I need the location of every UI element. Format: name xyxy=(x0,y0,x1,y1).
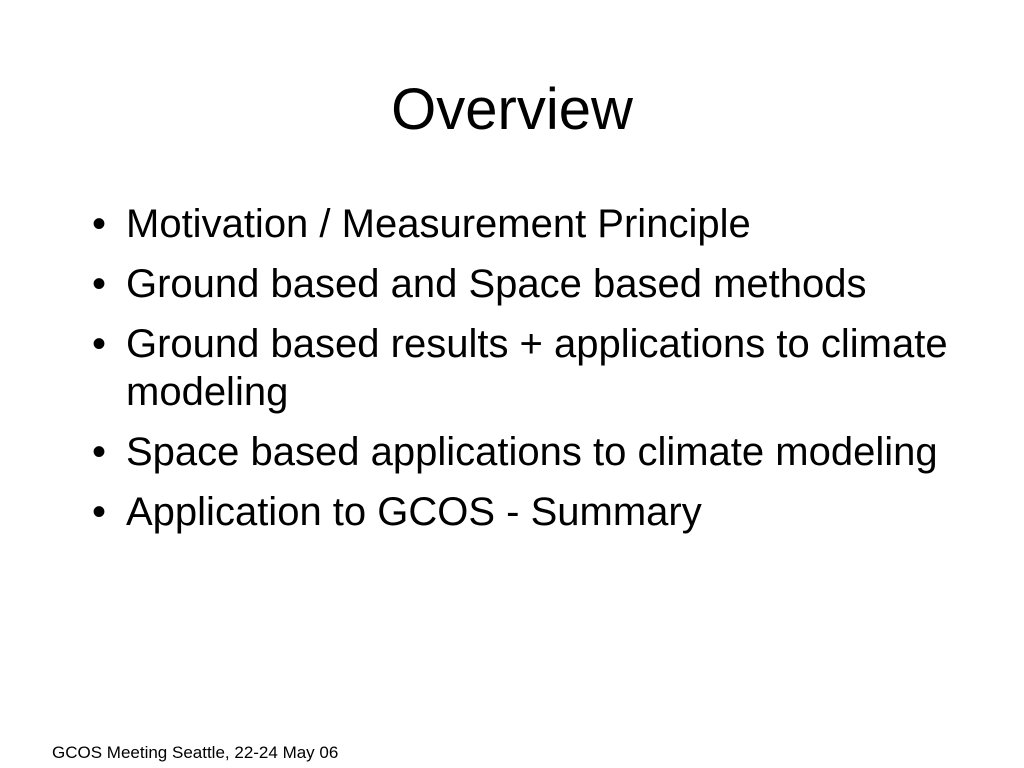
bullet-item xyxy=(84,260,964,308)
bullet-item xyxy=(84,200,964,248)
bullet-item xyxy=(84,488,964,536)
bullet-item xyxy=(84,428,964,476)
bullet-dot-icon: • xyxy=(91,322,106,366)
bullet-text: Ground based results + applications to climate modeling xyxy=(126,322,948,414)
bullet-text: Motivation / Measurement Principle xyxy=(126,202,751,246)
bullet-item xyxy=(84,320,964,416)
slide-footer: GCOS Meeting Seattle, 22-24 May 06 xyxy=(52,743,339,762)
bullet-dot-icon: • xyxy=(91,490,106,534)
bullet-text: Space based applications to climate modeling xyxy=(126,430,938,474)
bullet-dot-icon: • xyxy=(91,202,106,246)
bullet-text: Ground based and Space based methods xyxy=(126,262,867,306)
slide-title: Overview xyxy=(391,77,633,142)
bullet-text: Application to GCOS - Summary xyxy=(126,490,702,534)
bullet-list xyxy=(84,200,964,548)
bullet-dot-icon: • xyxy=(91,430,106,474)
bullet-dot-icon: • xyxy=(91,262,106,306)
